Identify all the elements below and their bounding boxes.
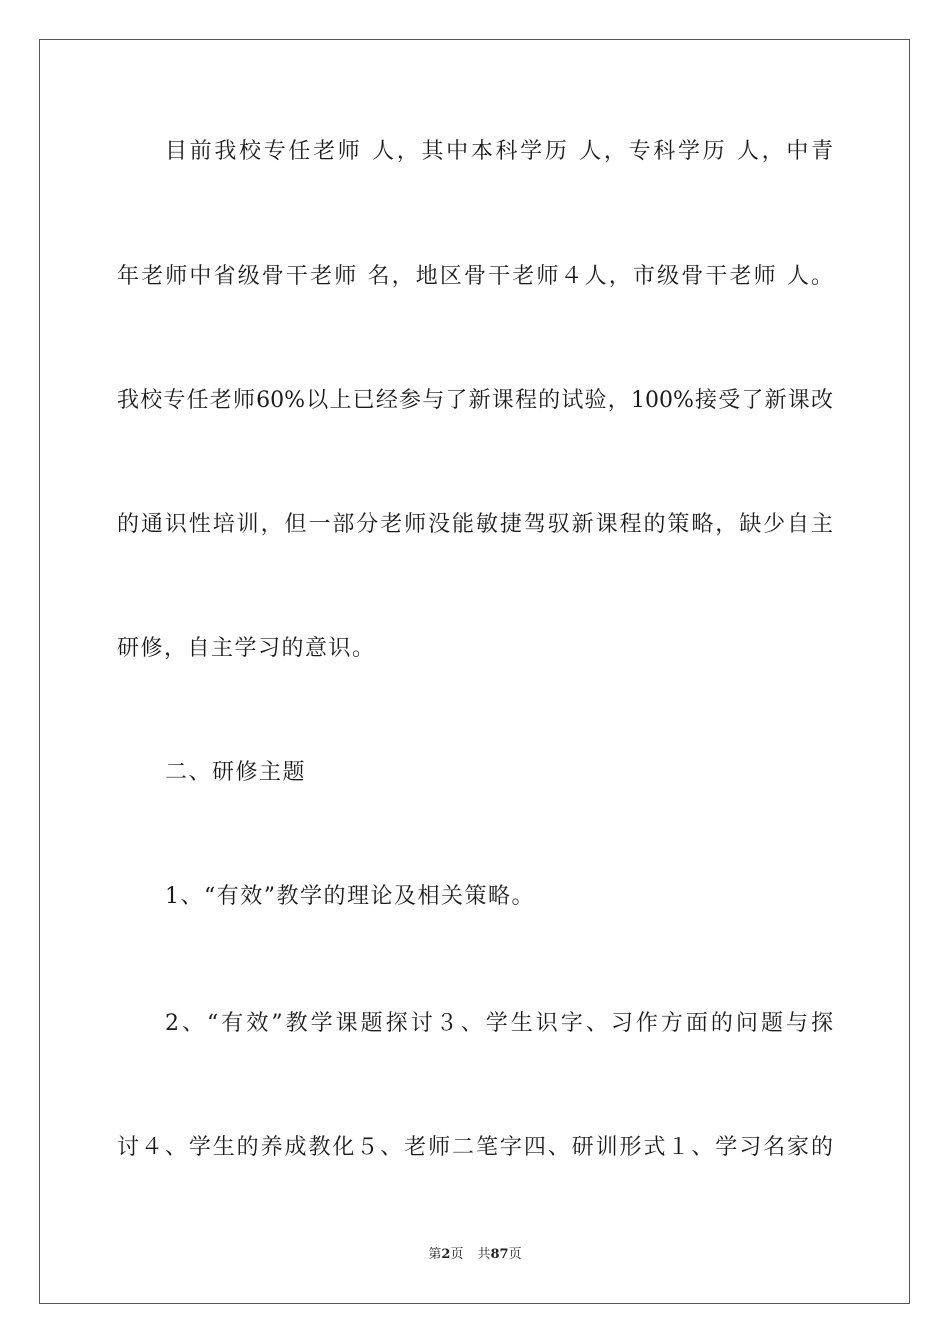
list-item-continuation: 讨４、学生的养成教化５、老师二笔字四、研训形式１、学习名家的 bbox=[117, 1135, 833, 1160]
footer-total-suffix: 页 bbox=[508, 1247, 522, 1262]
page-border bbox=[39, 39, 910, 1304]
paragraph-line-2: 年老师中省级骨干老师 名，地区骨干老师４人，市级骨干老师 人。 bbox=[117, 264, 833, 289]
paragraph-line-5: 研修，自主学习的意识。 bbox=[117, 636, 376, 661]
footer-total-prefix: 共 bbox=[477, 1247, 491, 1262]
footer-total-pages: 87 bbox=[490, 1247, 509, 1262]
footer-page-prefix: 第 bbox=[428, 1247, 442, 1262]
footer-page-number: 2 bbox=[441, 1247, 451, 1262]
page-footer bbox=[0, 1246, 950, 1264]
paragraph-line-1: 目前我校专任老师 人，其中本科学历 人，专科学历 人，中青 bbox=[165, 139, 833, 164]
paragraph-line-4: 的通识性培训，但一部分老师没能敏捷驾驭新课程的策略，缺少自主 bbox=[117, 512, 833, 537]
list-item-2: 2、“有效”教学课题探讨３、学生识字、习作方面的问题与探 bbox=[165, 1011, 833, 1036]
section-heading: 二、研修主题 bbox=[165, 760, 307, 785]
footer-page-suffix: 页 bbox=[450, 1247, 464, 1262]
list-item-1: 1、“有效”教学的理论及相关策略。 bbox=[165, 884, 535, 909]
paragraph-line-3: 我校专任老师60%以上已经参与了新课程的试验，100%接受了新课改 bbox=[117, 388, 833, 413]
